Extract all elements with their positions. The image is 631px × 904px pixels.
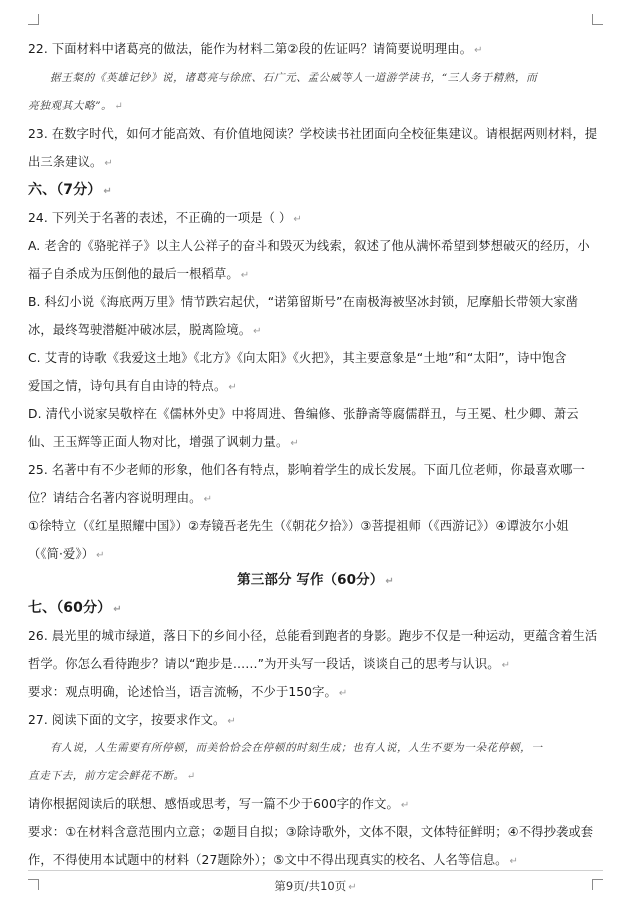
essay-prompt-quote: 有人说，人生需要有所停顿，而美恰恰会在停顿的时刻生成；也有人说，人生不要为一朵花停顿，一	[50, 742, 543, 754]
option-c: C. 艾青的诗歌《我爱这土地》《北方》《向太阳》《火把》，其主要意象是“土地”和“太阳”，诗中饱含	[28, 351, 567, 365]
part-three-title: 第三部分 写作（60分） ↵	[237, 572, 394, 588]
essay-instruction: 请你根据阅读后的联想、感悟或思考，写一篇不少于600字的作文。 ↵	[28, 797, 410, 811]
question-26-cont: 哲学。你怎么看待跑步？请以“跑步是……”为开头写一段话，谈谈自己的思考与认识。 ↵	[28, 657, 511, 671]
teacher-options: ①徐特立（《红星照耀中国》）②寿镜吾老先生（《朝花夕拾》）③菩提祖师（《西游记》）④谭波尔小姐	[28, 519, 569, 533]
teacher-options-cont: （《简·爱》） ↵	[28, 547, 105, 561]
footer-divider	[28, 870, 603, 871]
option-a: A. 老舍的《骆驼祥子》以主人公祥子的奋斗和毁灭为线索，叙述了他从满怀希望到梦想破灭的经历，小	[28, 239, 590, 253]
option-d: D. 清代小说家吴敬梓在《儒林外史》中将周进、鲁编修、张静斋等腐儒群丑，与王冕、杜少卿、萧云	[28, 407, 579, 421]
quote-line: 据王粲的《英雄记钞》说，诸葛亮与徐庶、石广元、孟公威等人一道游学读书，“三人务于精熟，而	[50, 72, 538, 84]
question-25: 25. 名著中有不少老师的形象，他们各有特点，影响着学生的成长发展。下面几位老师，你最喜欢哪一	[28, 463, 585, 477]
question-25-cont: 位？请结合名著内容说明理由。 ↵	[28, 491, 213, 505]
question-24: 24. 下列关于名著的表述，不正确的一项是（ ） ↵	[28, 211, 302, 225]
option-d-cont: 仙、王玉辉等正面人物对比，增强了讽刺力量。 ↵	[28, 435, 299, 449]
question-23: 23. 在数字时代，如何才能高效、有价值地阅读？学校读书社团面向全校征集建议。请根据两则材料，提	[28, 127, 598, 141]
quote-line: 亮独观其大略”。 ↵	[28, 100, 124, 112]
question-27: 27. 阅读下面的文字，按要求作文。 ↵	[28, 713, 236, 727]
question-22: 22. 下面材料中诸葛亮的做法，能作为材料二第②段的佐证吗？请简要说明理由。 ↵	[28, 42, 483, 56]
section-heading-7: 七、（60分） ↵	[28, 600, 122, 616]
option-b-cont: 冰，最终驾驶潜艇冲破冰层，脱离险境。 ↵	[28, 323, 262, 337]
option-b: B. 科幻小说《海底两万里》情节跌宕起伏，“诺第留斯号”在南极海被坚冰封锁，尼摩船长带领大家凿	[28, 295, 579, 309]
question-23-cont: 出三条建议。 ↵	[28, 155, 113, 169]
section-heading-6: 六、（7分） ↵	[28, 182, 112, 198]
question-26-requirement: 要求：观点明确，论述恰当，语言流畅，不少于150字。 ↵	[28, 685, 348, 699]
page-footer: 第9页/共10页 ↵	[274, 879, 357, 893]
question-26: 26. 晨光里的城市绿道，落日下的乡间小径，总能看到跑者的身影。跑步不仅是一种运动，更蕴含着生活	[28, 629, 598, 643]
essay-requirements: 要求：①在材料含意范围内立意；②题目自拟；③除诗歌外，文体不限，文体特征鲜明；④不得抄袭或套	[28, 825, 594, 839]
crop-mark-top-left	[28, 14, 39, 25]
essay-prompt-quote-cont: 直走下去，前方定会鲜花不断。 ↵	[28, 770, 196, 782]
crop-mark-top-right	[592, 14, 603, 25]
option-a-cont: 福子自杀成为压倒他的最后一根稻草。 ↵	[28, 267, 250, 281]
option-c-cont: 爱国之情，诗句具有自由诗的特点。 ↵	[28, 379, 237, 393]
essay-requirements-cont: 作，不得使用本试题中的材料（27题除外）；⑤文中不得出现真实的校名、人名等信息。 ↵	[28, 853, 518, 867]
